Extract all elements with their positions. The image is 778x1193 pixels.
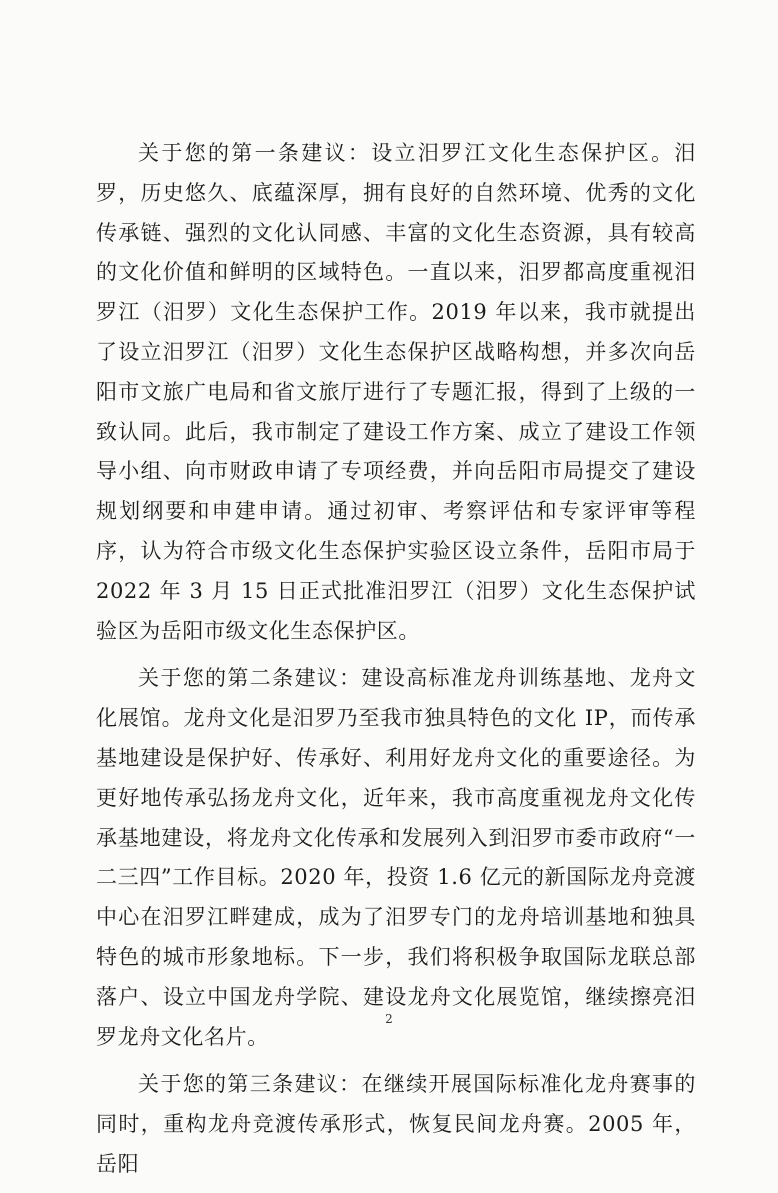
page-number: 2 [385,1012,393,1026]
paragraph-suggestion-1: 关于您的第一条建议：设立汨罗江文化生态保护区。汨罗，历史悠久、底蕴深厚，拥有良好的自然环境、优秀的文化传承链、强烈的文化认同感、丰富的文化生态资源，具有较高的文化价值和鲜明的区域特色。一直以来，汨罗都高度重视汨罗江（汨罗）文化生态保护工作。2019 年以来，我市就提出了设立汨罗江（汨罗）文化生态保护区战略构想，并多次向岳阳市文旅广电局和省文旅厅进行了专题汇报，得到了上级的一致认同。此后，我市制定了建设工作方案、成立了建设工作领导小组、向市财政申请了专项经费，并向岳阳市局提交了建设规划纲要和申建申请。通过初审、考察评估和专家评审等程序，认为符合市级文化生态保护实验区设立条件，岳阳市局于 2022 年 3 月 15 日正式批准汨罗江（汨罗）文化生态保护试验区为岳阳市级文化生态保护区。 [96,141,696,643]
paragraph-suggestion-2: 关于您的第二条建议：建设高标准龙舟训练基地、龙舟文化展馆。龙舟文化是汨罗乃至我市独具特色的文化 IP，而传承基地建设是保护好、传承好、利用好龙舟文化的重要途径。为更好地传承弘扬龙舟文化，近年来，我市高度重视龙舟文化传承基地建设，将龙舟文化传承和发展列入到汨罗市委市政府“一二三四”工作目标。2020 年，投资 1.6 亿元的新国际龙舟竞渡中心在汨罗江畔建成，成为了汨罗专门的龙舟培训基地和独具特色的城市形象地标。下一步，我们将积极争取国际龙联总部落户、设立中国龙舟学院、建设龙舟文化展览馆，继续擦亮汨罗龙舟文化名片。 [96,666,696,1049]
body-text [96,134,696,1193]
paragraph-suggestion-3: 关于您的第三条建议：在继续开展国际标准化龙舟赛事的同时，重构龙舟竞渡传承形式，恢复民间龙舟赛。2005 年，岳阳 [96,1072,696,1176]
